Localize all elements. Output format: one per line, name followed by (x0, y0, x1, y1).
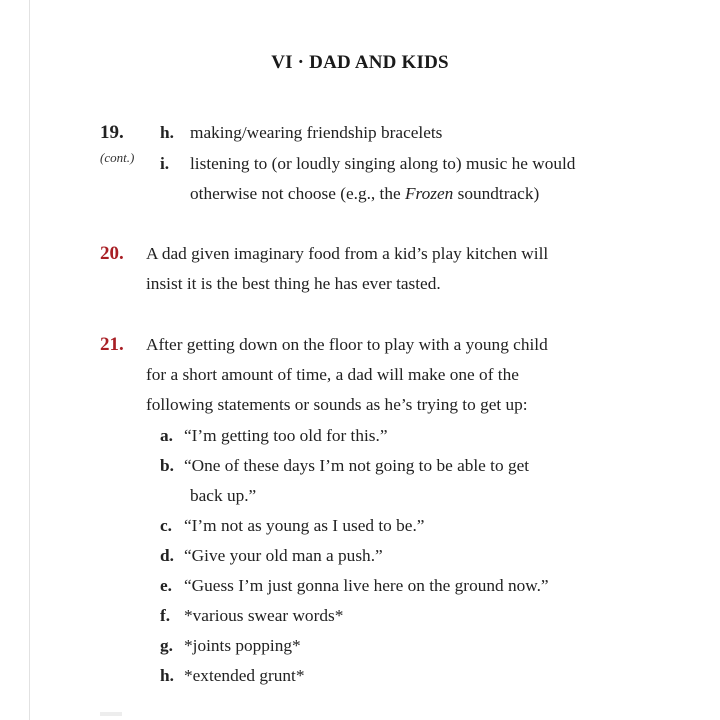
item-letter: f. (160, 606, 171, 625)
item-letter: c. (160, 516, 172, 535)
item-letter: a. (160, 426, 173, 445)
item-letter: g. (160, 636, 173, 655)
item-letter: d. (160, 546, 174, 565)
item-text-continued: back up.” (190, 486, 257, 505)
item-text: “Guess I’m just gonna live here on the ground now.” (184, 576, 549, 595)
item-text-pre: otherwise not choose (e.g., the (190, 184, 405, 203)
entry-text: insist it is the best thing he has ever tasted. (146, 274, 441, 293)
entry-text: A dad given imaginary food from a kid’s play kitchen will (146, 244, 549, 263)
page-edge-line (29, 0, 30, 720)
entry-text: After getting down on the floor to play with a young child (146, 335, 548, 354)
item-letter: h. (160, 666, 174, 685)
item-text: “I’m getting too old for this.” (184, 426, 388, 445)
item-letter: i. (160, 154, 170, 173)
entry-text: following statements or sounds as he’s trying to get up: (146, 395, 528, 414)
item-text: “I’m not as young as I used to be.” (184, 516, 425, 535)
item-text-continued (190, 184, 539, 204)
entry-number: 21. (100, 334, 124, 355)
item-text: *joints popping* (184, 636, 301, 655)
item-text: “Give your old man a push.” (184, 546, 383, 565)
item-text-emphasis: Frozen (405, 184, 454, 203)
item-letter: h. (160, 123, 174, 142)
next-entry-fragment (100, 712, 122, 716)
item-text: listening to (or loudly singing along to) music he would (190, 154, 576, 173)
entry-number: 19. (100, 122, 124, 143)
chapter-title: VI · DAD AND KIDS (271, 52, 449, 73)
item-letter: e. (160, 576, 172, 595)
item-letter: b. (160, 456, 174, 475)
item-text: making/wearing friendship bracelets (190, 123, 443, 142)
entry-text: for a short amount of time, a dad will make one of the (146, 365, 519, 384)
item-text: *various swear words* (184, 606, 344, 625)
continued-label: (cont.) (100, 150, 135, 165)
entry-number: 20. (100, 243, 124, 264)
item-text: “One of these days I’m not going to be able to get (184, 456, 530, 475)
item-text: *extended grunt* (184, 666, 305, 685)
item-text-post: soundtrack) (453, 184, 540, 203)
